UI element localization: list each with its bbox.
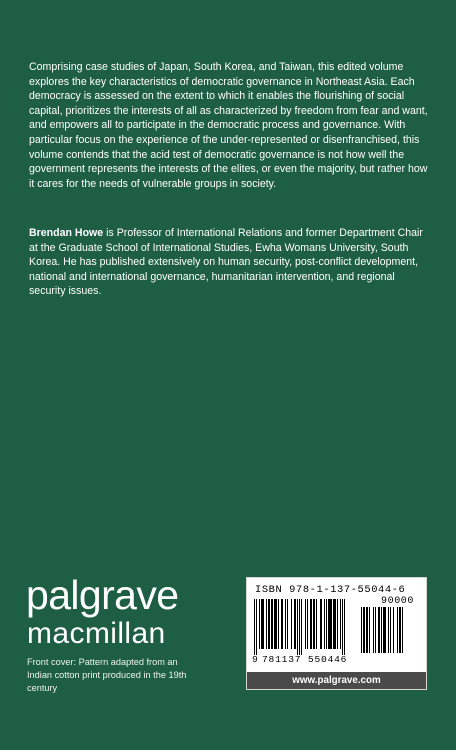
- barcode-bar: [378, 607, 380, 653]
- barcode-bar: [274, 599, 277, 649]
- barcode-bar: [259, 599, 260, 649]
- barcode-bar: [285, 599, 286, 649]
- author-bio-text: is Professor of International Relations and former Department Chair at the Graduate School of International Studies, Ewha Womans University, South Korea. He has published extensively on human security, post-conflict development, national and international governance, humanitarian intervention, and regional security issues.: [29, 227, 423, 298]
- barcode-bar: [328, 599, 332, 649]
- barcode-panel: [246, 577, 427, 690]
- barcode-bar: [340, 599, 341, 649]
- ean-barcode: [254, 599, 358, 655]
- barcode-bar: [342, 599, 343, 655]
- barcode-bar: [337, 599, 338, 649]
- barcode-bar: [287, 599, 288, 649]
- cover-credit: Front cover: Pattern adapted from an Indian cotton print produced in the 19th century: [27, 657, 187, 694]
- barcode-bar: [324, 599, 325, 649]
- barcode-bar: [266, 599, 267, 649]
- book-description: Comprising case studies of Japan, South Korea, and Taiwan, this edited volume explores the key characteristics of democratic governance in Northeast Asia. Each democracy is assessed on the extent to which it enables the flourishing of social capital, prioritizes the interests of all as characterized by freedom from fear and want, and empowers all to participate in the democratic process and governance. With particular focus on the experience of the under-represented or disenfranchised, this volume contends that the acid test of democratic governance is not how well the government represents the interests of the elites, or even the majority, but rather how it cares for the needs of vulnerable groups in society.: [29, 61, 428, 190]
- barcode-bar: [361, 607, 362, 653]
- barcode-bar: [375, 607, 376, 653]
- barcode-bar: [281, 599, 283, 649]
- price-addon-barcode: [361, 607, 421, 655]
- barcode-bar: [344, 599, 345, 655]
- barcode-bar: [383, 607, 386, 653]
- author-bio: [29, 226, 429, 299]
- barcode-bar: [294, 599, 296, 649]
- barcode-bar: [299, 599, 300, 655]
- barcode-bar: [333, 599, 336, 649]
- isbn-text: ISBN 978-1-137-55044-6: [255, 584, 406, 596]
- barcode-bar: [363, 607, 365, 653]
- barcode-bar: [297, 599, 298, 655]
- ean-rest-digits: 781137 550446: [262, 654, 348, 665]
- barcode-bar: [399, 607, 401, 653]
- barcode-bar: [326, 599, 327, 649]
- publisher-website: www.palgrave.com: [247, 672, 426, 689]
- barcode-bar: [320, 599, 322, 649]
- barcode-bar: [307, 599, 308, 649]
- barcode-bar: [369, 607, 370, 653]
- barcode-bar: [256, 599, 257, 655]
- barcode-bar: [390, 607, 391, 653]
- barcode-bar: [393, 607, 394, 653]
- price-addon-digits: 90000: [381, 596, 415, 607]
- barcode-bar: [268, 599, 270, 649]
- barcode-bar: [305, 599, 306, 649]
- barcode-bar: [301, 599, 302, 655]
- barcode-bar: [254, 599, 255, 655]
- barcode-bar: [316, 599, 317, 649]
- barcode-bar: [373, 607, 374, 653]
- barcode-bar: [310, 599, 312, 649]
- ean-first-digit: 9: [252, 654, 258, 665]
- barcode-bar: [397, 607, 398, 653]
- barcode-bar: [271, 599, 273, 649]
- barcode-bar: [381, 607, 382, 653]
- barcode-bar: [261, 599, 264, 649]
- author-name: Brendan Howe: [29, 227, 104, 239]
- barcode-bar: [313, 599, 315, 649]
- barcode-bar: [278, 599, 279, 649]
- barcode-bar: [402, 607, 403, 653]
- barcode-bar: [388, 607, 389, 653]
- barcode-bar: [291, 599, 292, 649]
- barcode-bar: [366, 607, 368, 653]
- publisher-logo-palgrave: palgrave: [26, 572, 179, 618]
- publisher-logo-macmillan: macmillan: [27, 617, 166, 650]
